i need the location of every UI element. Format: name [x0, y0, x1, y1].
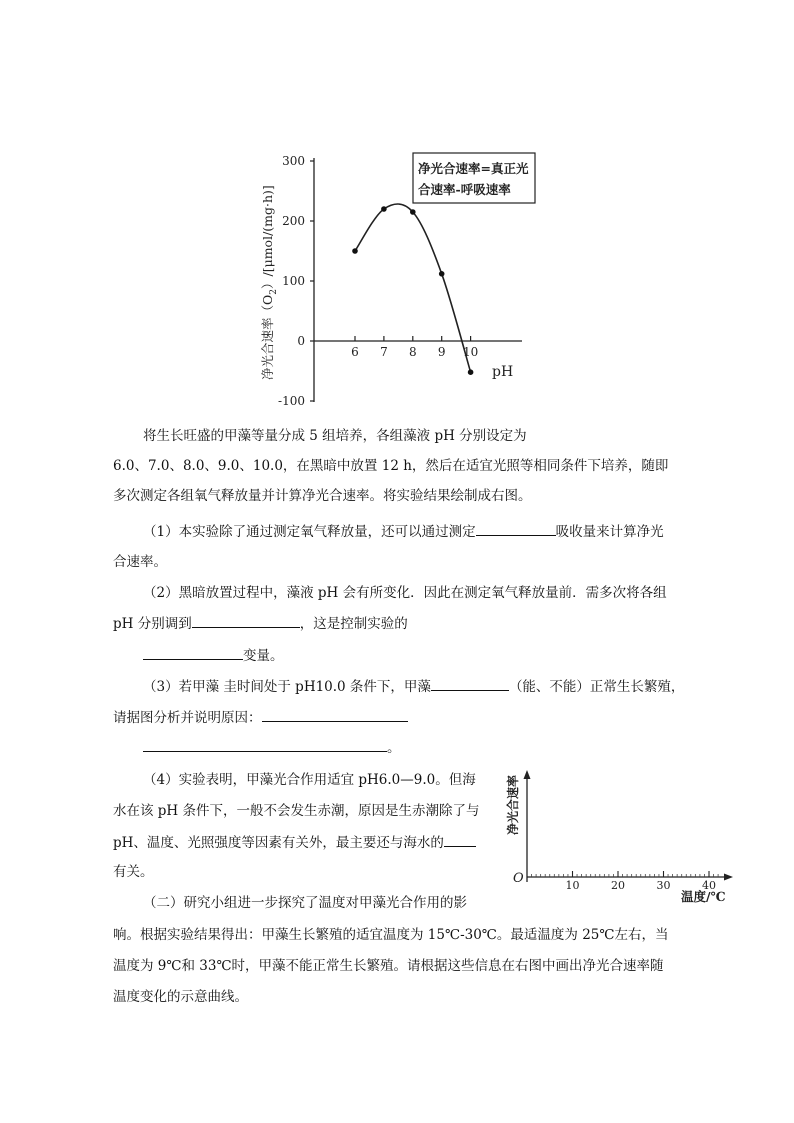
data-point	[439, 271, 445, 277]
question-4-line-3	[113, 832, 476, 853]
part-2-line-1: （二）研究小组进一步探究了温度对甲藻光合作用的影	[143, 895, 467, 911]
y-tick-label: 0	[297, 334, 305, 348]
question-3-text-d: 。	[387, 740, 401, 756]
question-2-text-c: ，这是控制实验的	[299, 616, 408, 632]
question-4-text-c: pH、温度、光照强度等因素有关外，最主要还与海水的	[113, 835, 444, 851]
y-tick-label: -100	[278, 394, 305, 408]
part-2-line-2: 响。根据实验结果得出：甲藻生长繁殖的适宜温度为 15℃-30℃。最适温度为 25℃左右，当	[113, 927, 669, 943]
answer-blank-7[interactable]	[444, 832, 476, 847]
question-4-line-1: （4）实验表明，甲藻光合作用适宜 pH6.0—9.0。但海	[143, 772, 476, 788]
answer-blank-3[interactable]	[143, 645, 243, 660]
data-point	[468, 369, 474, 375]
x-tick-label: 6	[351, 345, 359, 359]
x-axis-label: 温度/℃	[681, 889, 726, 904]
question-3-text-a: （3）若甲藻 圭时间处于 pH10.0 条件下，甲藻	[143, 679, 431, 695]
y-tick-label: 200	[282, 214, 305, 228]
y-axis-label: 净光合速率	[506, 774, 520, 835]
question-2-text-d: 变量。	[243, 648, 284, 664]
answer-blank-4[interactable]	[431, 676, 509, 691]
ph-chart	[250, 140, 570, 410]
question-2-line-1: （2）黑暗放置过程中，藻液 pH 会有所变化．因此在测定氧气释放量前．需多次将各组	[143, 585, 667, 601]
question-3-text-c: 请据图分析并说明原因：	[113, 710, 262, 726]
data-point	[352, 248, 358, 254]
x-axis-arrow	[724, 874, 733, 881]
question-2-line-2	[113, 613, 408, 634]
question-1-text-b: 吸收量来计算净光	[555, 524, 664, 540]
question-4-line-4: 有关。	[113, 864, 154, 880]
y-axis-arrow	[524, 770, 531, 779]
part-2-line-4: 温度变化的示意曲线。	[113, 989, 248, 1005]
question-2-text-b: pH 分别调到	[113, 616, 192, 632]
x-tick-label: 30	[656, 879, 671, 892]
intro-line-2: 6.0、7.0、8.0、9.0、10.0，在黑暗中放置 12 h，然后在适宜光照等相同条件下培养，随即	[113, 458, 669, 474]
y-axis-label: 净光合速率$(O_2)/[\mu mol/(mg\cdot h)]$	[260, 185, 279, 380]
question-1-line-1	[143, 521, 664, 542]
intro-line-3: 多次测定各组氧气释放量并计算净光合速率。将实验结果绘制成右图。	[113, 488, 532, 504]
legend-line-1: 净光合速率=真正光	[418, 161, 529, 176]
legend-line-2: 合速率-呼吸速率	[418, 182, 511, 197]
y-tick-label: 100	[282, 274, 305, 288]
question-3-text-b: （能、不能）正常生长繁殖，	[508, 679, 685, 695]
x-tick-label: 10	[462, 345, 479, 359]
x-tick-label: 10	[565, 879, 580, 892]
x-axis-label: pH	[492, 364, 514, 380]
origin-label: O	[513, 871, 524, 886]
part-2-line-3: 温度为 9℃和 33℃时，甲藻不能正常生长繁殖。请根据这些信息在右图中画出净光合速率随	[113, 958, 664, 974]
answer-blank-2[interactable]	[192, 613, 300, 628]
x-tick-label: 20	[611, 879, 625, 892]
data-point	[410, 209, 416, 215]
question-3-line-3	[143, 737, 401, 758]
question-2-line-3	[143, 645, 284, 666]
question-3-line-1	[143, 676, 684, 697]
data-point	[381, 206, 387, 212]
answer-blank-5[interactable]	[262, 707, 408, 722]
x-tick-label: 40	[702, 879, 716, 892]
x-tick-label: 9	[437, 345, 446, 359]
question-3-line-2	[113, 707, 408, 728]
intro-line-1: 将生长旺盛的甲藻等量分成 5 组培养，各组藻液 pH 分别设定为	[143, 428, 527, 444]
y-tick-label: 300	[282, 154, 305, 168]
temperature-chart[interactable]	[500, 770, 740, 910]
question-1-text-a: （1）本实验除了通过测定氧气释放量，还可以通过测定	[143, 524, 476, 540]
question-1-line-2: 合速率。	[113, 554, 167, 570]
question-4-line-2: 水在该 pH 条件下，一般不会发生赤潮，原因是生赤潮除了与	[113, 803, 480, 819]
x-tick-label: 7	[380, 345, 388, 359]
x-tick-label: 8	[408, 345, 417, 359]
answer-blank-1[interactable]	[476, 521, 556, 536]
answer-blank-6[interactable]	[143, 737, 387, 752]
